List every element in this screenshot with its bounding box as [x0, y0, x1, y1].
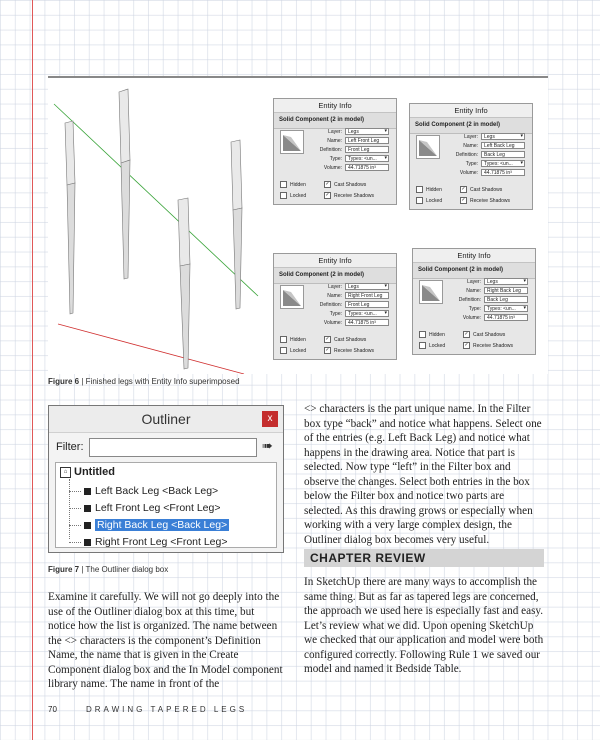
- entity-info-panel: [409, 103, 533, 210]
- layer-label: Layer:: [328, 283, 342, 290]
- entity-info-panel: [273, 98, 397, 205]
- definition-label: Definition:: [458, 296, 481, 303]
- type-label: Type:: [329, 310, 342, 317]
- tree-item-left-back-leg[interactable]: [69, 485, 218, 497]
- tree-item-right-back-leg[interactable]: [69, 519, 229, 531]
- volume-field[interactable]: 44.71875 in³: [345, 164, 389, 171]
- volume-row: [445, 169, 525, 176]
- volume-field[interactable]: 44.71875 in³: [345, 319, 389, 326]
- tree-item-label: Left Front Leg <Front Leg>: [95, 502, 221, 514]
- leg-left-back: [119, 89, 130, 279]
- page-number: 70: [48, 705, 57, 714]
- entity-info-panel: [412, 248, 536, 355]
- component-icon: [84, 505, 91, 512]
- figure-7-label: Figure 7: [48, 565, 80, 574]
- layer-field[interactable]: Legs ▾: [484, 278, 528, 285]
- name-row: [445, 142, 525, 149]
- figure-6-image: [48, 76, 548, 374]
- type-field[interactable]: Types: <un... ▾: [484, 305, 528, 312]
- tree-item-label: Right Back Leg <Back Leg>: [97, 519, 228, 531]
- filter-label: Filter:: [56, 441, 84, 453]
- volume-label: Volume:: [459, 169, 478, 176]
- entity-info-header: Solid Component (2 in model): [274, 113, 396, 129]
- locked-checkbox[interactable]: Locked: [419, 342, 445, 349]
- cast-shadows-checkbox[interactable]: ✓ Cast Shadows: [325, 181, 367, 188]
- definition-field[interactable]: Front Leg: [345, 301, 389, 308]
- entity-info-title: Entity Info: [274, 254, 396, 268]
- type-row: [309, 155, 389, 162]
- component-icon: [84, 522, 91, 529]
- type-row: [448, 305, 528, 312]
- definition-row: [448, 296, 528, 303]
- leg-right-back: [231, 140, 242, 309]
- volume-field[interactable]: 44.71875 in³: [484, 314, 528, 321]
- layer-row: [309, 128, 389, 135]
- name-field[interactable]: Left Front Leg: [345, 137, 389, 144]
- volume-row: [309, 319, 389, 326]
- receive-shadows-checkbox[interactable]: ✓ Receive Shadows: [325, 347, 375, 354]
- entity-info-title: Entity Info: [410, 104, 532, 118]
- volume-label: Volume:: [462, 314, 481, 321]
- volume-label: Volume:: [323, 164, 342, 171]
- name-field[interactable]: Right Back Leg: [484, 287, 528, 294]
- hidden-checkbox[interactable]: Hidden: [280, 336, 306, 343]
- figure-6-caption: Figure 6 | Finished legs with Entity Info superimposed: [48, 377, 240, 386]
- definition-row: [445, 151, 525, 158]
- layer-row: [448, 278, 528, 285]
- locked-checkbox[interactable]: Locked: [416, 197, 442, 204]
- receive-shadows-checkbox[interactable]: ✓ Receive Shadows: [461, 197, 511, 204]
- definition-label: Definition:: [455, 151, 478, 158]
- type-field[interactable]: Types: <un... ▾: [345, 310, 389, 317]
- name-label: Name:: [466, 287, 481, 294]
- receive-shadows-checkbox[interactable]: ✓ Receive Shadows: [325, 192, 375, 199]
- leg-left-front: [65, 121, 75, 314]
- outliner-title: Outliner: [141, 411, 191, 427]
- volume-label: Volume:: [323, 319, 342, 326]
- type-row: [445, 160, 525, 167]
- entity-info-header: Solid Component (2 in model): [410, 118, 532, 134]
- left-column-text: [48, 590, 284, 692]
- type-label: Type:: [465, 160, 478, 167]
- right-column-bottom-text: [304, 575, 544, 677]
- hidden-checkbox[interactable]: Hidden: [416, 186, 442, 193]
- type-row: [309, 310, 389, 317]
- layer-label: Layer:: [328, 128, 342, 135]
- outliner-dialog: [48, 405, 284, 553]
- definition-field[interactable]: Back Leg: [484, 296, 528, 303]
- layer-field[interactable]: Legs ▾: [481, 133, 525, 140]
- layer-row: [309, 283, 389, 290]
- red-axis: [58, 324, 244, 374]
- tree-item-label: Left Back Leg <Back Leg>: [95, 485, 219, 497]
- entity-info-title: Entity Info: [413, 249, 535, 263]
- running-head: DRAWING TAPERED LEGS: [86, 705, 248, 714]
- definition-label: Definition:: [319, 301, 342, 308]
- right-paragraph-1: <> characters is the part unique name. In the Filter box type “back” and notice what happens. Select one of the entries (e.g. Left Back Leg) and notice what happens in the drawing area. Notice that part is selected. Now type “left” in the Filter box and observe the changes. Select both entries in the box below the Filter box and notice two parts are selected. As this drawing grows or especially when working with a very large complex design, the Outliner dialog box becomes very useful.: [304, 403, 542, 546]
- arrow-right-icon[interactable]: ➠: [262, 438, 273, 453]
- layer-label: Layer:: [464, 133, 478, 140]
- entity-info-panel: [273, 253, 397, 360]
- name-row: [309, 292, 389, 299]
- definition-row: [309, 146, 389, 153]
- component-icon: [84, 539, 91, 546]
- component-thumbnail: [416, 135, 440, 159]
- name-field[interactable]: Left Back Leg: [481, 142, 525, 149]
- type-field[interactable]: Types: <un... ▾: [345, 155, 389, 162]
- right-column-top-text: [304, 402, 544, 547]
- figure-7-caption-text: The Outliner dialog box: [85, 565, 169, 574]
- tree-root[interactable]: [60, 466, 115, 478]
- left-paragraph: Examine it carefully. We will not go deeply into the use of the Outliner dialog box at this time, but notice how the list is organized. The name between the <> characters is the component’s Definition Name, the name that is given in the Create Component dialog box and the In Model component library name. The name in front of the: [48, 591, 283, 690]
- locked-checkbox[interactable]: Locked: [280, 192, 306, 199]
- volume-row: [448, 314, 528, 321]
- entity-info-header: Solid Component (2 in model): [413, 263, 535, 279]
- component-icon: [84, 488, 91, 495]
- hidden-checkbox[interactable]: Hidden: [419, 331, 445, 338]
- name-field[interactable]: Right Front Leg: [345, 292, 389, 299]
- tree-item-left-front-leg[interactable]: [69, 502, 221, 514]
- name-row: [309, 137, 389, 144]
- figure-7-caption: Figure 7 | The Outliner dialog box: [48, 565, 169, 574]
- component-thumbnail: [419, 280, 443, 304]
- type-label: Type:: [329, 155, 342, 162]
- volume-row: [309, 164, 389, 171]
- layer-label: Layer:: [467, 278, 481, 285]
- definition-field[interactable]: Front Leg: [345, 146, 389, 153]
- tree-root-label: Untitled: [74, 466, 115, 478]
- right-paragraph-2: In SketchUp there are many ways to accomplish the same thing. But as far as tapered legs are concerned, the approach we used here is especially fast and easy. Let’s review what we did. Upon opening SketchUp we checked that our application and model were both configured correctly. Following Rule 1 we saved our model and named it Bedside Table.: [304, 576, 544, 675]
- leg-right-front: [178, 198, 190, 369]
- margin-line: [32, 0, 33, 740]
- receive-shadows-checkbox[interactable]: ✓ Receive Shadows: [464, 342, 514, 349]
- name-row: [448, 287, 528, 294]
- cast-shadows-checkbox[interactable]: ✓ Cast Shadows: [325, 336, 367, 343]
- entity-info-header: Solid Component (2 in model): [274, 268, 396, 284]
- cast-shadows-checkbox[interactable]: ✓ Cast Shadows: [461, 186, 503, 193]
- component-thumbnail: [280, 285, 304, 309]
- locked-checkbox[interactable]: Locked: [280, 347, 306, 354]
- definition-field[interactable]: Back Leg: [481, 151, 525, 158]
- definition-row: [309, 301, 389, 308]
- outliner-titlebar[interactable]: [49, 406, 283, 433]
- green-axis: [54, 104, 258, 296]
- definition-label: Definition:: [319, 146, 342, 153]
- chapter-review-heading: CHAPTER REVIEW: [304, 549, 544, 567]
- layer-field[interactable]: Legs ▾: [345, 128, 389, 135]
- filter-input[interactable]: [89, 438, 257, 457]
- name-label: Name:: [463, 142, 478, 149]
- layer-field[interactable]: Legs ▾: [345, 283, 389, 290]
- close-button[interactable]: x: [262, 411, 278, 427]
- model-icon: ⌂: [60, 467, 71, 478]
- figure-6-label: Figure 6: [48, 377, 80, 386]
- entity-info-title: Entity Info: [274, 99, 396, 113]
- figure-6-caption-text: Finished legs with Entity Info superimposed: [85, 377, 240, 386]
- tree-item-right-front-leg[interactable]: [69, 536, 228, 548]
- cast-shadows-checkbox[interactable]: ✓ Cast Shadows: [464, 331, 506, 338]
- volume-field[interactable]: 44.71875 in³: [481, 169, 525, 176]
- component-thumbnail: [280, 130, 304, 154]
- type-label: Type:: [468, 305, 481, 312]
- hidden-checkbox[interactable]: Hidden: [280, 181, 306, 188]
- tree-item-label: Right Front Leg <Front Leg>: [95, 536, 228, 548]
- type-field[interactable]: Types: <un... ▾: [481, 160, 525, 167]
- name-label: Name:: [327, 137, 342, 144]
- layer-row: [445, 133, 525, 140]
- outliner-tree[interactable]: [55, 462, 277, 548]
- name-label: Name:: [327, 292, 342, 299]
